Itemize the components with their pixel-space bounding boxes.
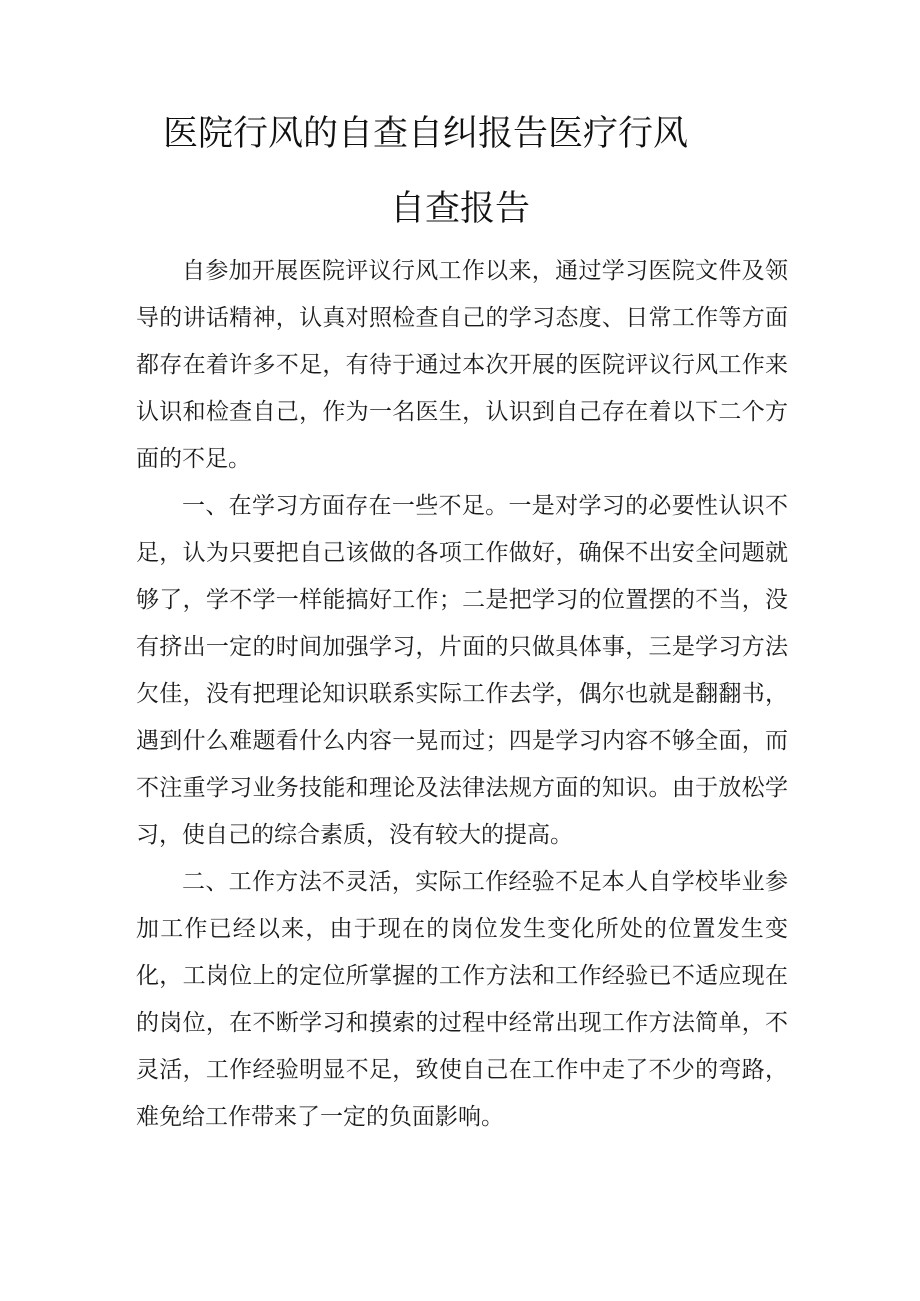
document-title-line-2: 自查报告: [389, 189, 530, 229]
paragraph-study-shortcomings: 一、在学习方面存在一些不足。一是对学习的必要性认识不足，认为只要把自己该做的各项工作做好，确保不出安全问题就够了，学不学一样能搞好工作；二是把学习的位置摆的不当，没有挤出一定的时间加强学习，片面的只做具体事，三是学习方法欠佳，没有把理论知识联系实际工作去学，偶尔也就是翻翻书，遇到什么难题看什么内容一晃而过；四是学习内容不够全面，而不注重学习业务技能和理论及法律法规方面的知识。由于放松学习，使自己的综合素质，没有较大的提高。: [136, 493, 788, 848]
paragraph-work-method-shortcomings: 二、工作方法不灵活，实际工作经验不足本人自学校毕业参加工作已经以来，由于现在的岗位发生变化所处的位置发生变化，工岗位上的定位所掌握的工作方法和工作经验已不适应现在的岗位，在不断学习和摸索的过程中经常出现工作方法简单，不灵活，工作经验明显不足，致使自己在工作中走了不少的弯路，难免给工作带来了一定的负面影响。: [136, 869, 788, 1130]
paragraph-intro: 自参加开展医院评议行风工作以来，通过学习医院文件及领导的讲话精神，认真对照检查自己的学习态度、日常工作等方面都存在着许多不足，有待于通过本次开展的医院评议行风工作来认识和检查自己，作为一名医生，认识到自己存在着以下二个方面的不足。: [136, 258, 788, 472]
document-title-line-1: 医院行风的自查自纠报告医疗行风: [163, 114, 689, 154]
document-body: [136, 248, 788, 1141]
